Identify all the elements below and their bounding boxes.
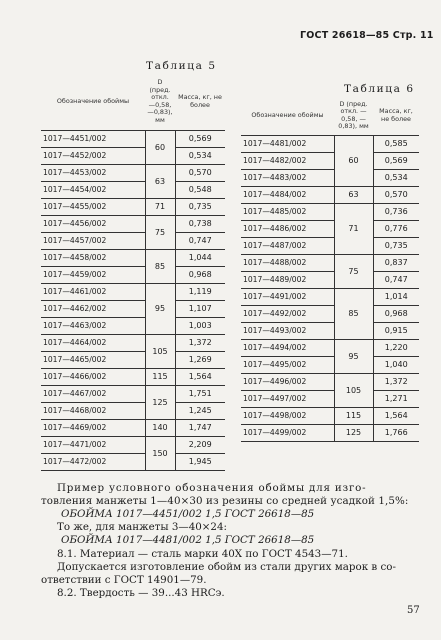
diameter-cell: 125 [145, 385, 175, 419]
diameter-cell: 95 [334, 339, 373, 373]
table-row [41, 453, 225, 470]
mass-cell: 2,209 [175, 436, 225, 453]
table-row [241, 322, 419, 339]
table5-caption: Таблица 5 [146, 60, 217, 72]
designation-cell: 1017—4484/002 [241, 186, 334, 203]
designation-cell: 1017—4481/002 [241, 135, 334, 152]
table-row [241, 186, 419, 203]
table6-col-mass: Масса, кг, не более [373, 97, 419, 135]
table-row [41, 283, 225, 300]
table-row [241, 390, 419, 407]
mass-cell: 1,564 [373, 407, 419, 424]
designation-cell: 1017—4489/002 [241, 271, 334, 288]
table-row [241, 339, 419, 356]
mass-cell: 0,735 [373, 237, 419, 254]
designation-cell: 1017—4497/002 [241, 390, 334, 407]
designation-cell: 1017—4486/002 [241, 220, 334, 237]
table5-col-d: D (пред. откл. —0,58, —0,83), мм [145, 74, 175, 130]
example-code-1: ОБОЙМА 1017—4451/002 1,5 ГОСТ 26618—85 [61, 508, 315, 520]
mass-cell: 0,738 [175, 215, 225, 232]
designation-cell: 1017—4494/002 [241, 339, 334, 356]
mass-cell: 0,548 [175, 181, 225, 198]
table-row [41, 198, 225, 215]
mass-cell: 0,776 [373, 220, 419, 237]
table-row [41, 164, 225, 181]
mass-cell: 1,269 [175, 351, 225, 368]
table-row [41, 232, 225, 249]
table-row [241, 152, 419, 169]
table-row [241, 254, 419, 271]
designation-cell: 1017—4487/002 [241, 237, 334, 254]
diameter-cell: 115 [334, 407, 373, 424]
designation-cell: 1017—4493/002 [241, 322, 334, 339]
diameter-cell: 95 [145, 283, 175, 334]
diameter-cell: 71 [334, 203, 373, 254]
mass-cell: 0,569 [373, 152, 419, 169]
same-for-line: То же, для манжеты 3—40×24: [57, 521, 227, 533]
paragraph-8-1: 8.1. Материал — сталь марки 40Х по ГОСТ 4543—71. [57, 548, 348, 560]
table-row [241, 356, 419, 373]
diameter-cell: 150 [145, 436, 175, 470]
table5 [41, 74, 225, 471]
table-row [41, 436, 225, 453]
table6-col-d: D (пред. откл. —0,58, —0,83), мм [334, 97, 373, 135]
allowance-line-1: Допускается изготовление обойм из стали других марок в со- [57, 561, 396, 573]
designation-cell: 1017—4451/002 [41, 130, 145, 147]
mass-cell: 0,968 [373, 305, 419, 322]
example-code-2: ОБОЙМА 1017—4481/002 1,5 ГОСТ 26618—85 [61, 534, 315, 546]
designation-cell: 1017—4453/002 [41, 164, 145, 181]
mass-cell: 1,003 [175, 317, 225, 334]
diameter-cell: 125 [334, 424, 373, 441]
mass-cell: 0,747 [373, 271, 419, 288]
designation-cell: 1017—4458/002 [41, 249, 145, 266]
page-number: 57 [407, 605, 420, 616]
table-row [41, 300, 225, 317]
designation-cell: 1017—4488/002 [241, 254, 334, 271]
diameter-cell: 60 [145, 130, 175, 164]
designation-cell: 1017—4466/002 [41, 368, 145, 385]
diameter-cell: 115 [145, 368, 175, 385]
table6-caption: Таблица 6 [344, 83, 415, 95]
diameter-cell: 60 [334, 135, 373, 186]
table-row [41, 181, 225, 198]
designation-cell: 1017—4499/002 [241, 424, 334, 441]
designation-cell: 1017—4468/002 [41, 402, 145, 419]
mass-cell: 0,570 [373, 186, 419, 203]
table-row [241, 135, 419, 152]
mass-cell: 0,747 [175, 232, 225, 249]
diameter-cell: 85 [145, 249, 175, 283]
table-row [41, 419, 225, 436]
designation-cell: 1017—4472/002 [41, 453, 145, 470]
designation-cell: 1017—4482/002 [241, 152, 334, 169]
designation-cell: 1017—4463/002 [41, 317, 145, 334]
table-row [41, 368, 225, 385]
table-row [41, 317, 225, 334]
mass-cell: 0,534 [175, 147, 225, 164]
diameter-cell: 105 [334, 373, 373, 407]
mass-cell: 1,747 [175, 419, 225, 436]
table-row [241, 220, 419, 237]
mass-cell: 1,766 [373, 424, 419, 441]
diameter-cell: 63 [334, 186, 373, 203]
designation-cell: 1017—4459/002 [41, 266, 145, 283]
table-row [41, 249, 225, 266]
designation-cell: 1017—4483/002 [241, 169, 334, 186]
diameter-cell: 105 [145, 334, 175, 368]
designation-cell: 1017—4495/002 [241, 356, 334, 373]
table-row [241, 169, 419, 186]
mass-cell: 1,372 [175, 334, 225, 351]
mass-cell: 1,044 [175, 249, 225, 266]
mass-cell: 0,968 [175, 266, 225, 283]
mass-cell: 1,564 [175, 368, 225, 385]
table-row [241, 305, 419, 322]
designation-cell: 1017—4465/002 [41, 351, 145, 368]
example-line-1: Пример условного обозначения обоймы для изго- [57, 482, 367, 494]
designation-cell: 1017—4457/002 [41, 232, 145, 249]
mass-cell: 0,736 [373, 203, 419, 220]
table-row [241, 271, 419, 288]
table5-col-mass: Масса, кг, не более [175, 74, 225, 130]
designation-cell: 1017—4464/002 [41, 334, 145, 351]
designation-cell: 1017—4456/002 [41, 215, 145, 232]
designation-cell: 1017—4496/002 [241, 373, 334, 390]
mass-cell: 1,107 [175, 300, 225, 317]
designation-cell: 1017—4455/002 [41, 198, 145, 215]
table-row [241, 237, 419, 254]
table-row [241, 203, 419, 220]
mass-cell: 1,245 [175, 402, 225, 419]
designation-cell: 1017—4462/002 [41, 300, 145, 317]
table-row [241, 373, 419, 390]
diameter-cell: 75 [145, 215, 175, 249]
designation-cell: 1017—4485/002 [241, 203, 334, 220]
table-row [241, 424, 419, 441]
designation-cell: 1017—4471/002 [41, 436, 145, 453]
table6-col-designation: Обозначение обоймы [241, 97, 334, 135]
mass-cell: 1,119 [175, 283, 225, 300]
diameter-cell: 71 [145, 198, 175, 215]
designation-cell: 1017—4469/002 [41, 419, 145, 436]
table-row [41, 215, 225, 232]
table-row [241, 288, 419, 305]
mass-cell: 0,534 [373, 169, 419, 186]
mass-cell: 1,271 [373, 390, 419, 407]
mass-cell: 0,915 [373, 322, 419, 339]
designation-cell: 1017—4492/002 [241, 305, 334, 322]
diameter-cell: 140 [145, 419, 175, 436]
mass-cell: 1,220 [373, 339, 419, 356]
allowance-line-2: ответствии с ГОСТ 14901—79. [41, 574, 207, 586]
diameter-cell: 75 [334, 254, 373, 288]
table6 [241, 97, 419, 442]
example-line-2: товления манжеты 1—40×30 из резины со средней усадкой 1,5%: [41, 495, 409, 507]
diameter-cell: 63 [145, 164, 175, 198]
mass-cell: 1,014 [373, 288, 419, 305]
mass-cell: 1,751 [175, 385, 225, 402]
table-row [41, 402, 225, 419]
table-row [41, 130, 225, 147]
table5-col-designation: Обозначение обоймы [41, 74, 145, 130]
table-row [241, 407, 419, 424]
page-header: ГОСТ 26618—85 Стр. 11 [300, 30, 434, 41]
mass-cell: 1,372 [373, 373, 419, 390]
mass-cell: 1,945 [175, 453, 225, 470]
designation-cell: 1017—4491/002 [241, 288, 334, 305]
designation-cell: 1017—4461/002 [41, 283, 145, 300]
mass-cell: 0,735 [175, 198, 225, 215]
table-row [41, 266, 225, 283]
designation-cell: 1017—4454/002 [41, 181, 145, 198]
mass-cell: 0,570 [175, 164, 225, 181]
designation-cell: 1017—4498/002 [241, 407, 334, 424]
designation-cell: 1017—4467/002 [41, 385, 145, 402]
diameter-cell: 85 [334, 288, 373, 339]
designation-cell: 1017—4452/002 [41, 147, 145, 164]
table-row [41, 351, 225, 368]
table-row [41, 147, 225, 164]
mass-cell: 0,585 [373, 135, 419, 152]
table-row [41, 385, 225, 402]
paragraph-8-2: 8.2. Твердость — 39...43 HRCэ. [57, 587, 225, 599]
mass-cell: 1,040 [373, 356, 419, 373]
table-row [41, 334, 225, 351]
mass-cell: 0,569 [175, 130, 225, 147]
mass-cell: 0,837 [373, 254, 419, 271]
